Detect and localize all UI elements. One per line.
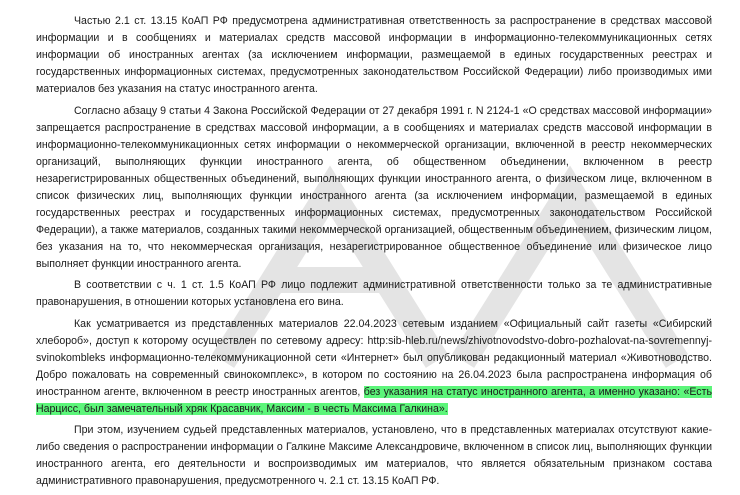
paragraph-3	[36, 277, 712, 311]
paragraph-4-text: Как усматривается из представленных материалов 22.04.2023 сетевым изданием «Официальный сайт газеты «Сибирский хлебороб», доступ к которому осуществлен по сетевому адресу: http:sib-hleb.ru/news/zhivotnovodstvo-dobro-pozhalovat-na-sovremennyj-svinokombleks информационно-телекоммуникационной сети «Интернет» был опубликован редакционный материал «Животноводство. Добро пожаловать на современный свинокомплекс», в котором по состоянию на 26.04.2023 была распространена информация об иностранном агенте, включенном в реестр иностранных агентов,	[36, 317, 712, 398]
paragraph-1	[36, 13, 712, 98]
paragraph-2-text: Согласно абзацу 9 статьи 4 Закона Российской Федерации от 27 декабря 1991 г. N 2124-1 «О средствах массовой информации» запрещается распространение в средствах массовой информации, а в сообщениях и материалах средств массовой информации в информационно-телекоммуникационных сетях информации о некоммерческой организации, включенной в реестр некоммерческих организаций, выполняющих функции иностранного агента, об общественном объединении, включенном в реестр незарегистрированных общественных объединений, выполняющих функции иностранного агента, о физическом лице, включенном в список физических лиц, выполняющих функции иностранного агента (за исключением информации, размещаемой в единых государственных реестрах и государственных информационных системах, предусмотренных законодательством Российской Федерации), а также материалов, созданных такими некоммерческой организацией, общественным объединением, физическим лицом, без указания на то, что некоммерческая организация, незарегистрированное общественное объединение или физическое лицо выполняет функции иностранного агента.	[36, 104, 712, 270]
paragraph-5	[36, 422, 712, 490]
document-text	[36, 13, 712, 495]
highlighted-quote: без указания на статус иностранного агента, а именно указано: «Есть Нарцисс, был замечательный хряк Красавчик, Максим - в честь Максима Галкина».	[36, 385, 712, 415]
paragraph-4	[36, 316, 712, 418]
paragraph-1-text: Частью 2.1 ст. 13.15 КоАП РФ предусмотрена административная ответственность за распространение в средствах массовой информации и в сообщениях и материалах средств массовой информации в информационно-телекоммуникационных сетях информации об иностранных агентах (за исключением информации, размещаемой в единых государственных реестрах и государственных информационных системах, предусмотренных законодательством Российской Федерации) либо производимых ими материалов без указания на статус иностранного агента.	[36, 15, 712, 95]
paragraph-5-text: При этом, изучением судьей представленных материалов, установлено, что в представленных материалах отсутствуют какие-либо сведения о распространении информации о Галкине Максиме Александровиче, включенном в список лиц, выполняющих функции иностранного агента, его деятельности и воспроизводимых им материалов, что является обязательным признаком состава административного правонарушения, предусмотренного ч. 2.1 ст. 13.15 КоАП РФ.	[36, 424, 712, 487]
paragraph-3-text: В соответствии с ч. 1 ст. 1.5 КоАП РФ лицо подлежит административной ответственности только за те административные правонарушения, в отношении которых установлена его вина.	[36, 279, 712, 308]
paragraph-2	[36, 103, 712, 273]
